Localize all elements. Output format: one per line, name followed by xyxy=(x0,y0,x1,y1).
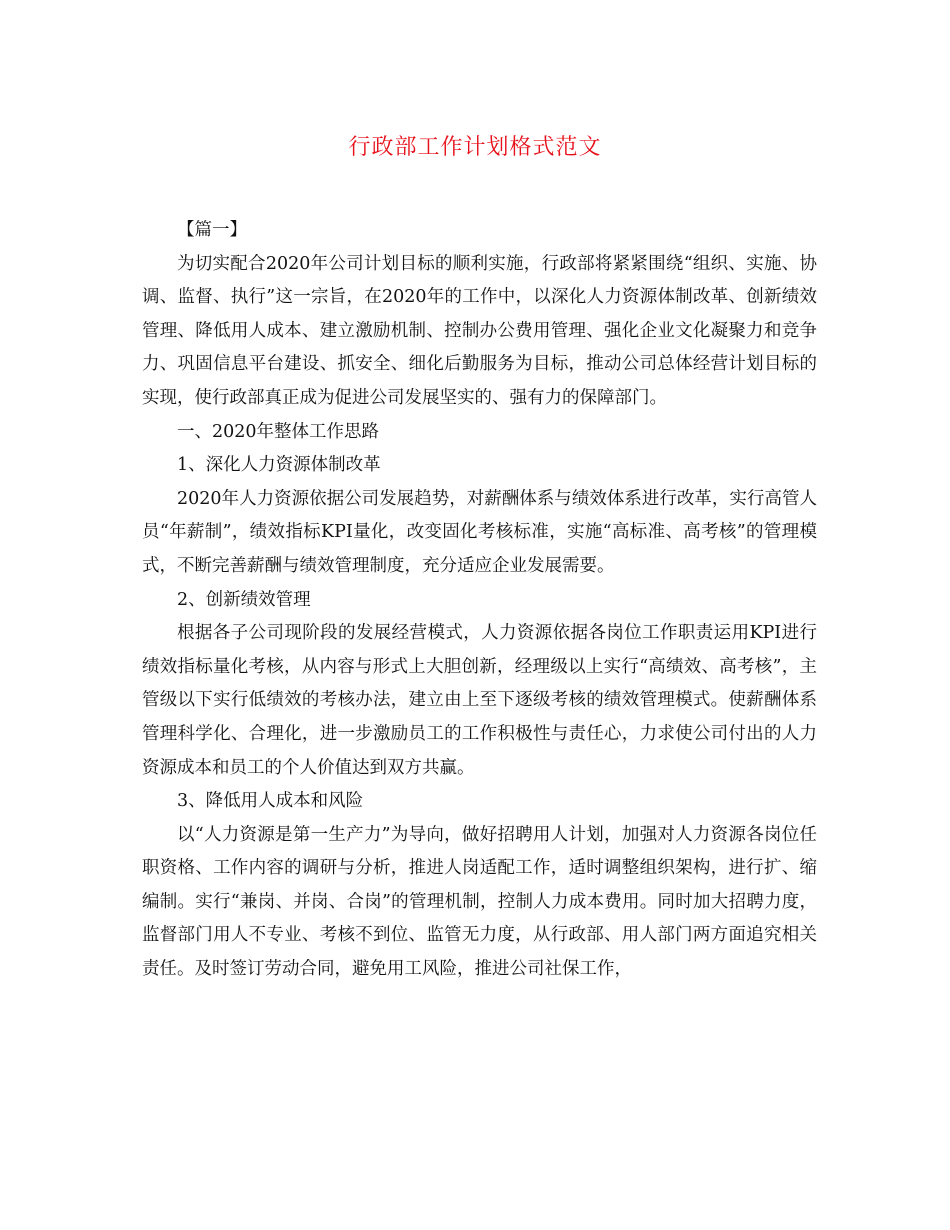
document-title: 行政部工作计划格式范文 xyxy=(348,135,602,160)
paragraph-performance-management: 根据各子公司现阶段的发展经营模式，人力资源依据各岗位工作职责运用KPI进行绩效指标量化考核，从内容与形式上大胆创新，经理级以上实行“高绩效、高考核”，主管级以下实行低绩效的考核办法，建立由上至下逐级考核的绩效管理模式。使薪酬体系管理科学化、合理化，进一步激励员工的工作积极性与责任心，力求使公司付出的人力资源成本和员工的个人价值达到双方共赢。 xyxy=(142,623,817,778)
section-heading-overall-approach: 一、2020年整体工作思路 xyxy=(177,421,380,442)
section-heading-part-one: 【篇一】 xyxy=(177,220,247,240)
intro-paragraph: 为切实配合2020年公司计划目标的顺利实施，行政部将紧紧围绕“组织、实施、协调、监督、执行”这一宗旨，在2020年的工作中，以深化人力资源体制改革、创新绩效管理、降低用人成本、建立激励机制、控制办公费用管理、强化企业文化凝聚力和竞争力、巩固信息平台建设、抓安全、细化后勤服务为目标，推动公司总体经营计划目标的实现，使行政部真正成为促进公司发展坚实的、强有力的保障部门。 xyxy=(142,253,817,408)
paragraph-reduce-costs: 以“人力资源是第一生产力”为导向，做好招聘用人计划，加强对人力资源各岗位任职资格、工作内容的调研与分析，推进人岗适配工作，适时调整组织架构，进行扩、缩编制。实行“兼岗、并岗、合岗”的管理机制，控制人力成本费用。同时加大招聘力度，监督部门用人不专业、考核不到位、监管无力度，从行政部、用人部门两方面追究相关责任。及时签订劳动合同，避免用工风险，推进公司社保工作， xyxy=(142,824,817,980)
subheading-reduce-costs: 3、降低用人成本和风险 xyxy=(177,791,364,812)
subheading-performance-management: 2、创新绩效管理 xyxy=(177,589,311,610)
document-body xyxy=(142,214,817,987)
subheading-hr-reform: 1、深化人力资源体制改革 xyxy=(177,455,381,476)
paragraph-hr-reform: 2020年人力资源依据公司发展趋势，对薪酬体系与绩效体系进行改革，实行高管人员“年薪制”，绩效指标KPI量化，改变固化考核标准，实施“高标准、高考核”的管理模式，不断完善薪酬与绩效管理制度，充分适应企业发展需要。 xyxy=(142,488,817,576)
